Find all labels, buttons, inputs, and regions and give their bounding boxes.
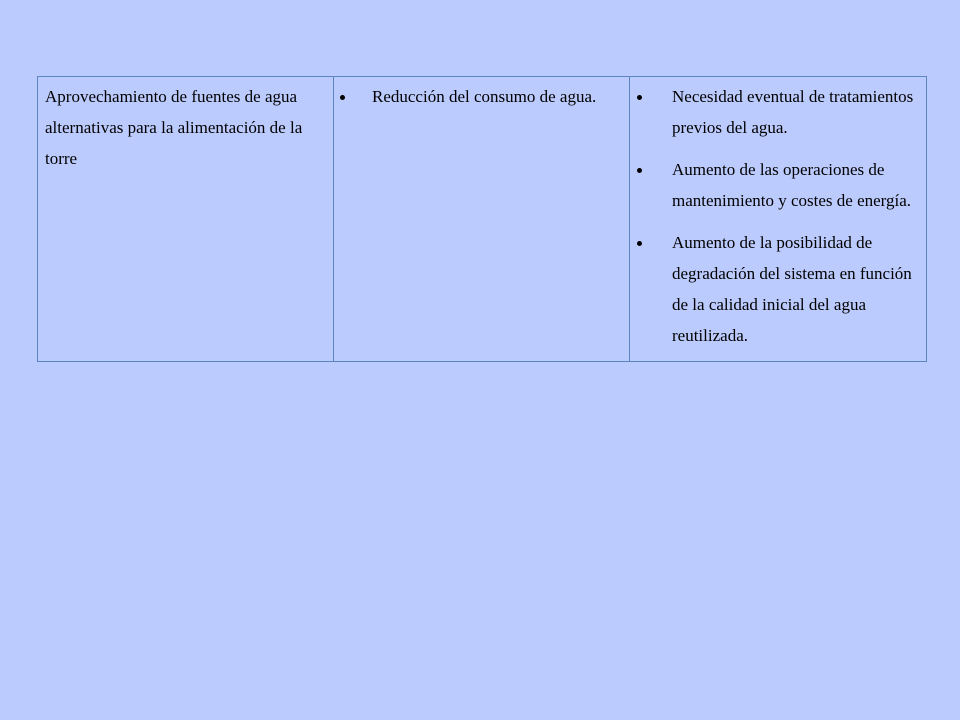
measure-text: Aprovechamiento de fuentes de agua alternativas para la alimentación de la torre bbox=[45, 87, 303, 168]
measures-table bbox=[37, 76, 927, 362]
disadvantages-list bbox=[630, 77, 926, 361]
disadvantages-cell bbox=[630, 77, 927, 362]
bullet-icon bbox=[637, 95, 642, 100]
advantages-cell bbox=[334, 77, 630, 362]
bullet-icon bbox=[340, 95, 345, 100]
list-item bbox=[334, 77, 629, 112]
disadvantage-text: Aumento de las operaciones de mantenimiento y costes de energía. bbox=[672, 160, 912, 210]
bullet-icon bbox=[637, 241, 642, 246]
measure-cell bbox=[38, 77, 334, 362]
table-row bbox=[38, 77, 927, 362]
list-item bbox=[630, 227, 926, 351]
list-item bbox=[630, 81, 926, 143]
disadvantage-text: Aumento de la posibilidad de degradación del sistema en función de la calidad inicial del agua reutilizada. bbox=[672, 233, 912, 345]
advantage-text: Reducción del consumo de agua. bbox=[372, 87, 597, 106]
list-item bbox=[630, 154, 926, 216]
disadvantage-text: Necesidad eventual de tratamientos previos del agua. bbox=[672, 87, 914, 137]
bullet-icon bbox=[637, 168, 642, 173]
advantages-list bbox=[334, 77, 629, 112]
